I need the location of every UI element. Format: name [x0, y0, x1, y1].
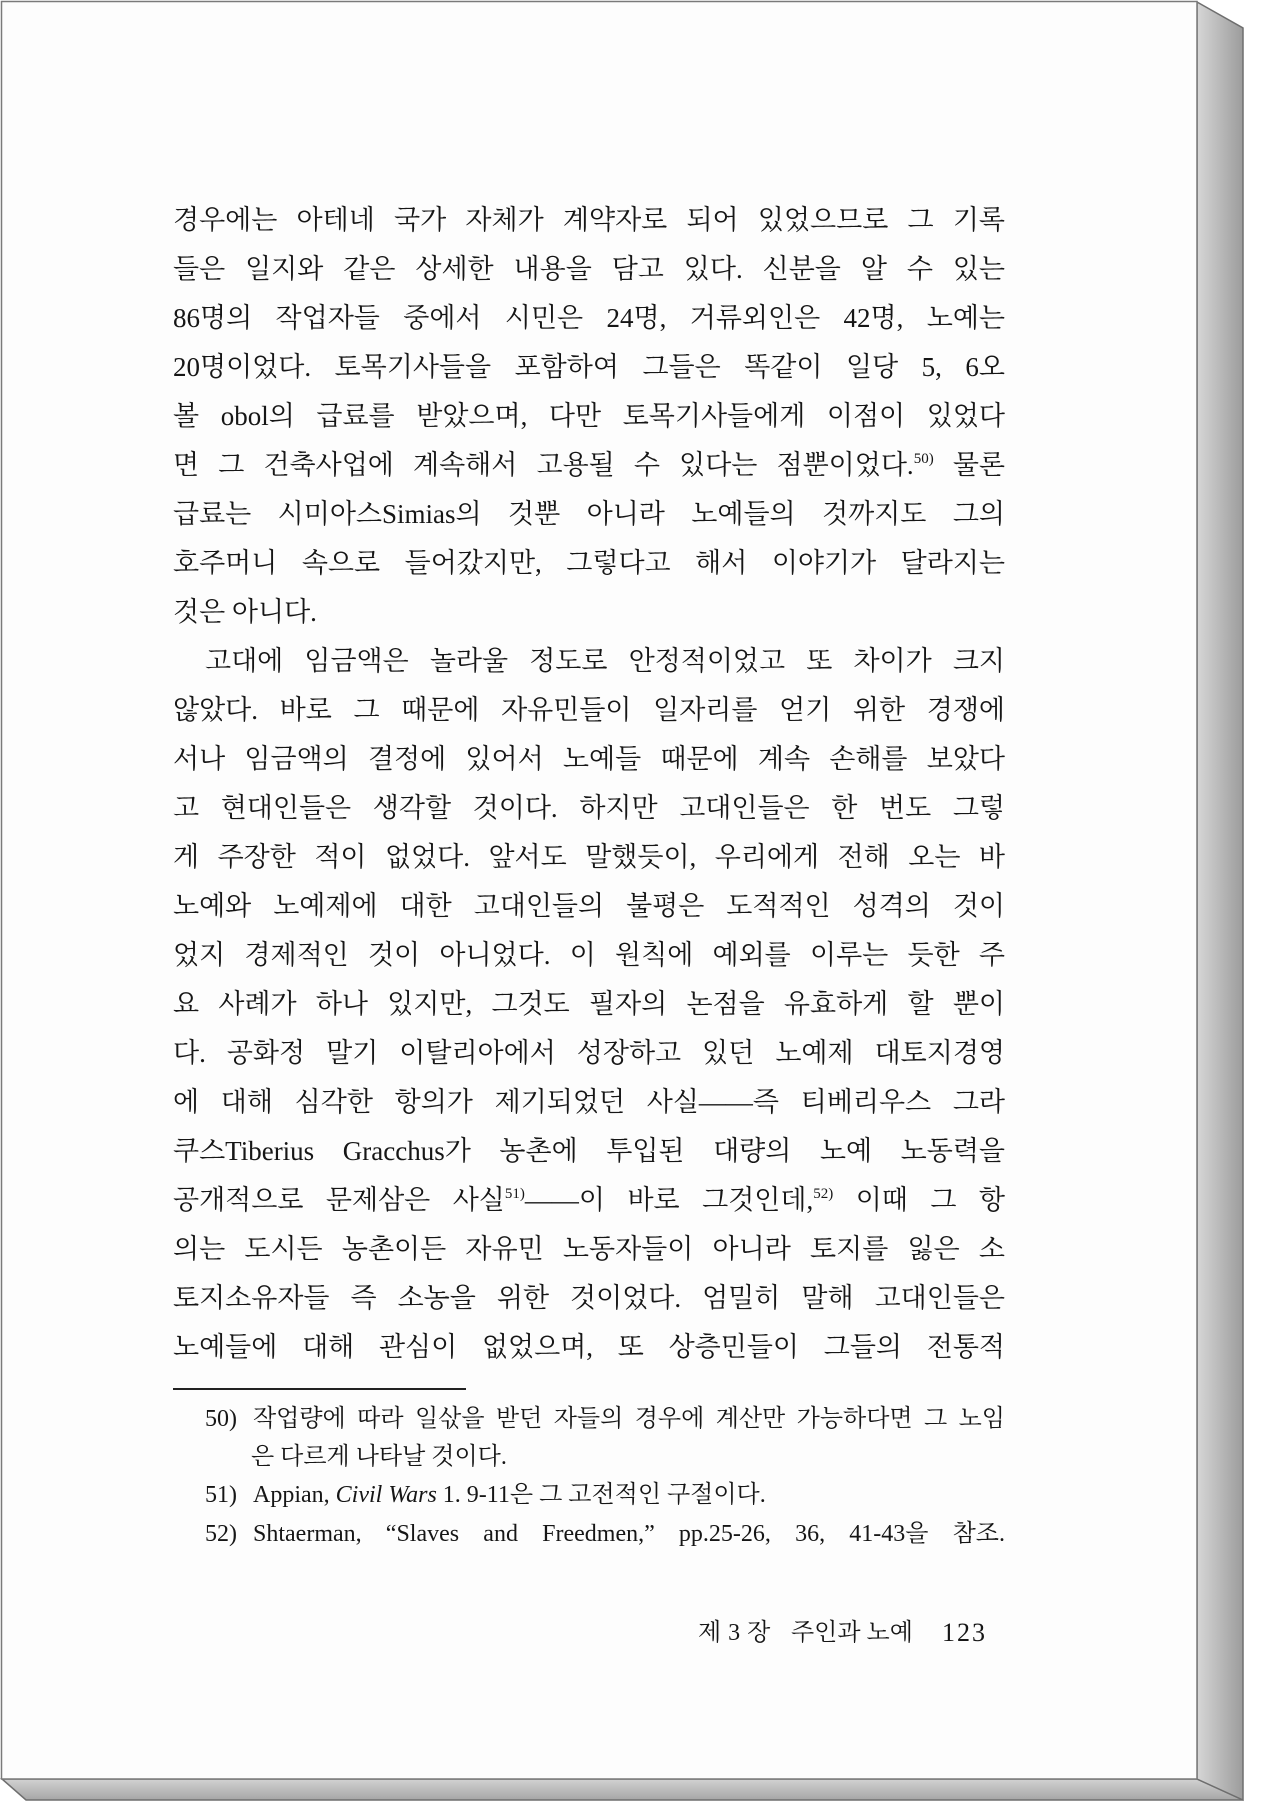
- body-line: 의는 도시든 농촌이든 자유민 노동자들이 아니라 토지를 잃은 소: [173, 1234, 1005, 1264]
- footnote-number: 52): [205, 1521, 237, 1547]
- running-footer: [0, 1615, 1270, 1651]
- body-line: 것은 아니다.: [173, 597, 317, 627]
- body-line: 에 대해 심각한 항의가 제기되었던 사실——즉 티베리우스 그라: [173, 1087, 1005, 1117]
- footnote-number: 50): [205, 1406, 237, 1432]
- body-line: 호주머니 속으로 들어갔지만, 그렇다고 해서 이야기가 달라지는: [173, 548, 1005, 578]
- body-line: [173, 441, 1005, 490]
- footnote-text: 작업량에 따라 일삯을 받던 자들의 경우에 계산만 가능하다면 그 노임: [253, 1406, 1005, 1432]
- body-line: 86명의 작업자들 중에서 시민은 24명, 거류외인은 42명, 노예는: [173, 303, 1005, 333]
- body-line-text: ——이 바로 그것인데,: [524, 1185, 814, 1215]
- body-line: [173, 1176, 1005, 1225]
- footnote-reference: 50): [913, 451, 934, 467]
- body-line-text: 물론: [933, 450, 1005, 480]
- chapter-number: 제3장: [698, 1620, 778, 1646]
- footnote-text: [253, 1476, 1005, 1515]
- body-line: 고 현대인들은 생각할 것이다. 하지만 고대인들은 한 번도 그렇: [173, 793, 1005, 823]
- footnote-50: [205, 1400, 1005, 1439]
- footnote-reference: 51): [504, 1186, 525, 1202]
- page-number: 123: [942, 1618, 987, 1647]
- footnote-citation-rest: 1. 9-11은 그 고전적인 구절이다.: [436, 1482, 766, 1508]
- footnote-51: [205, 1476, 1005, 1515]
- body-line: 볼 obol의 급료를 받았으며, 다만 토목기사들에게 이점이 있었다: [173, 401, 1005, 431]
- footnote-number: 51): [205, 1482, 237, 1508]
- body-line: 노예와 노예제에 대한 고대인들의 불평은 도적적인 성격의 것이: [173, 891, 1005, 921]
- body-line: 요 사례가 하나 있지만, 그것도 필자의 논점을 유효하게 할 뿐이: [173, 989, 1005, 1019]
- body-line-text: 공개적으로 문제삼은 사실: [173, 1185, 505, 1215]
- page-side-edge: [1197, 2, 1243, 1800]
- body-line: 20명이었다. 토목기사들을 포함하여 그들은 똑같이 일당 5, 6오: [173, 352, 1005, 382]
- footnote-text: Shtaerman, “Slaves and Freedmen,” pp.25-26, 36, 41-43을 참조.: [253, 1521, 1005, 1547]
- body-line: 토지소유자들 즉 소농을 위한 것이었다. 엄밀히 말해 고대인들은: [173, 1283, 1005, 1313]
- body-line: 급료는 시미아스Simias의 것뿐 아니라 노예들의 것까지도 그의: [173, 499, 1005, 529]
- footnote-reference: 52): [813, 1186, 834, 1202]
- body-line: 않았다. 바로 그 때문에 자유민들이 일자리를 얻기 위한 경쟁에: [173, 695, 1005, 725]
- footnote-citation-author: Appian,: [253, 1482, 336, 1508]
- footnote-citation-title: Civil Wars: [335, 1482, 437, 1508]
- page-bottom-edge: [2, 1779, 1243, 1800]
- body-line-text: 면 그 건축사업에 계속해서 고용될 수 있다는 점뿐이었다.: [173, 450, 914, 480]
- body-line: 다. 공화정 말기 이탈리아에서 성장하고 있던 노예제 대토지경영: [173, 1038, 1005, 1068]
- body-line: 고대에 임금액은 놀라울 정도로 안정적이었고 또 차이가 크지: [205, 646, 1005, 676]
- footnote-text: 은 다르게 나타날 것이다.: [251, 1444, 507, 1470]
- footnote-52: [205, 1515, 1005, 1554]
- body-line: 노예들에 대해 관심이 없었으며, 또 상층민들이 그들의 전통적: [173, 1332, 1005, 1362]
- body-line: 게 주장한 적이 없었다. 앞서도 말했듯이, 우리에게 전해 오는 바: [173, 842, 1005, 872]
- body-line: 었지 경제적인 것이 아니었다. 이 원칙에 예외를 이루는 듯한 주: [173, 940, 1005, 970]
- footnote-rule: [173, 1388, 466, 1390]
- footnote-50-continuation: [205, 1438, 1005, 1477]
- body-line: 경우에는 아테네 국가 자체가 계약자로 되어 있었으므로 그 기록: [173, 205, 1005, 235]
- body-text: [173, 196, 1005, 1372]
- chapter-title: 주인과 노예: [791, 1620, 913, 1646]
- body-line: 서나 임금액의 결정에 있어서 노예들 때문에 계속 손해를 보았다: [173, 744, 1005, 774]
- body-line: 들은 일지와 같은 상세한 내용을 담고 있다. 신분을 알 수 있는: [173, 254, 1005, 284]
- body-line-text: 이때 그 항: [833, 1185, 1006, 1215]
- body-line: 쿠스Tiberius Gracchus가 농촌에 투입된 대량의 노예 노동력을: [173, 1136, 1005, 1166]
